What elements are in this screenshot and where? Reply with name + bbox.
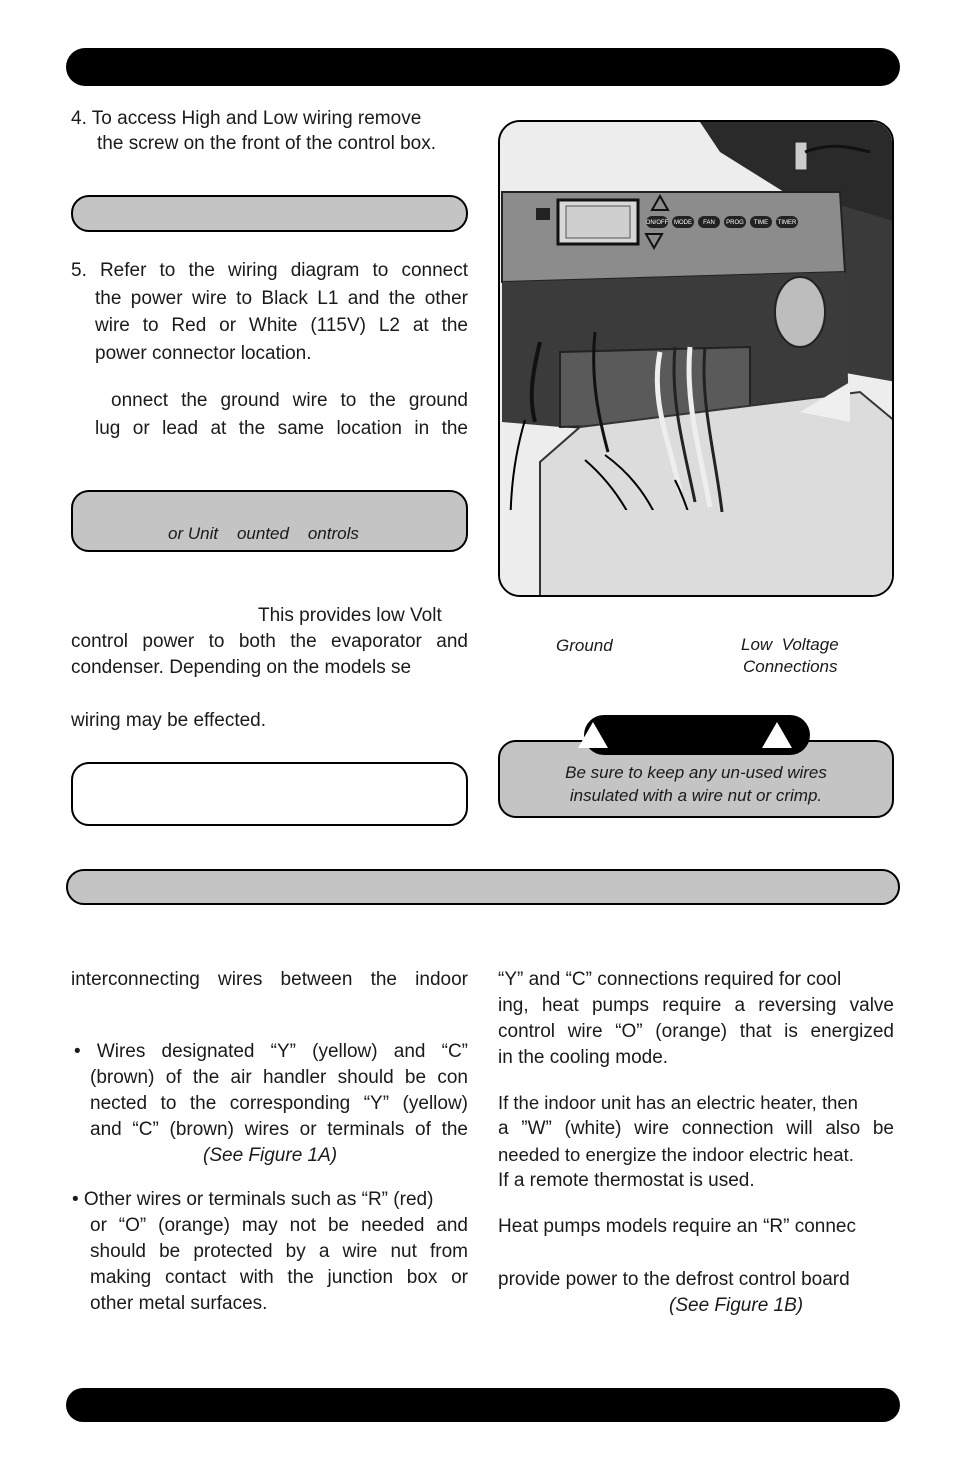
callout-lines (495, 400, 895, 510)
note-pill-1 (71, 195, 468, 232)
bl-bullet1-line2: (brown) of the air handler should be con (90, 1067, 468, 1088)
bl-bullet2-line1: • Other wires or terminals such as “R” (red) (72, 1189, 434, 1210)
br-p1-line1: “Y” and “C” connections required for cool (498, 969, 842, 990)
caution-text-2: insulated with a wire nut or crimp. (569, 786, 823, 805)
step4-line1: 4. To access High and Low wiring remove (71, 108, 422, 129)
bl-p1: interconnecting wires between the indoor (71, 969, 468, 990)
lowvolt-line1: This provides low Volt (258, 605, 442, 626)
warning-triangle-icon-right (761, 721, 793, 749)
bl-bullet2-line5: other metal surfaces. (90, 1293, 268, 1314)
br-p1-line4: in the cooling mode. (498, 1047, 669, 1068)
br-p2-line2: a ”W” (white) wire connection will also be (498, 1118, 894, 1139)
panel-button-1: ON/OFF (645, 220, 669, 226)
lowvoltage-label-2: Connections (743, 657, 838, 676)
br-p2-line3: needed to energize the indoor electric heat. (498, 1144, 854, 1165)
ground-line1: onnect the ground wire to the ground (111, 390, 468, 411)
lowvolt-line2: control power to both the evaporator and (71, 631, 468, 652)
note-pill-empty (71, 762, 468, 826)
bl-bullet1-figref: (See Figure 1A) (203, 1145, 338, 1166)
panel-button-6: TIMER (777, 220, 797, 226)
panel-button-3: FAN (703, 220, 715, 226)
step5-line3: wire to Red or White (115V) L2 at the (95, 315, 468, 336)
ground-line2: lug or lead at the same location in the (95, 418, 468, 439)
bl-bullet1-line4: and “C” (brown) wires or terminals of the (90, 1119, 468, 1140)
footer-bar (66, 1388, 900, 1422)
br-p3-line1: Heat pumps models require an “R” connec (498, 1216, 857, 1237)
lowvolt-line4: wiring may be effected. (71, 710, 267, 731)
lowvolt-line3: condenser. Depending on the models se (71, 657, 412, 678)
br-p2-line4: If a remote thermostat is used. (498, 1170, 755, 1191)
bl-bullet1-line3: nected to the corresponding “Y” (yellow) (90, 1093, 468, 1114)
br-p3-line2: provide power to the defrost control board (498, 1269, 850, 1290)
bl-bullet2-line2: or “O” (orange) may not be needed and (90, 1215, 468, 1236)
panel-button-4: PROG (726, 220, 744, 226)
header-bar (66, 48, 900, 86)
warning-triangle-icon-left (577, 721, 609, 749)
control-box-photo (498, 120, 894, 597)
step5-line2: the power wire to Black L1 and the other (95, 288, 468, 309)
step5-line1: 5. Refer to the wiring diagram to connect (71, 260, 468, 281)
lowvoltage-label-1: Low Voltage (741, 635, 839, 654)
section-bar (66, 869, 900, 905)
caution-text-1: Be sure to keep any un-used wires (565, 763, 827, 782)
panel-button-2: MODE (674, 220, 692, 226)
br-p2-line1: If the indoor unit has an electric heater, then (498, 1092, 858, 1113)
step4-line2: the screw on the front of the control box. (97, 133, 437, 154)
br-p3-figref: (See Figure 1B) (669, 1295, 804, 1316)
unit-controls-label: or Unit ounted ontrols (168, 524, 359, 543)
panel-button-5: TIME (753, 220, 769, 226)
br-p1-line3: control wire “O” (orange) that is energized (498, 1021, 894, 1042)
bl-bullet1-line1: • Wires designated “Y” (yellow) and “C” (74, 1041, 468, 1062)
control-box-illustration (500, 122, 894, 597)
bl-bullet2-line4: making contact with the junction box or (90, 1267, 468, 1288)
ground-label: Ground (556, 636, 613, 655)
br-p1-line2: ing, heat pumps require a reversing valve (498, 995, 894, 1016)
step5-line4: power connector location. (95, 343, 312, 364)
bl-bullet2-line3: should be protected by a wire nut from (90, 1241, 468, 1262)
